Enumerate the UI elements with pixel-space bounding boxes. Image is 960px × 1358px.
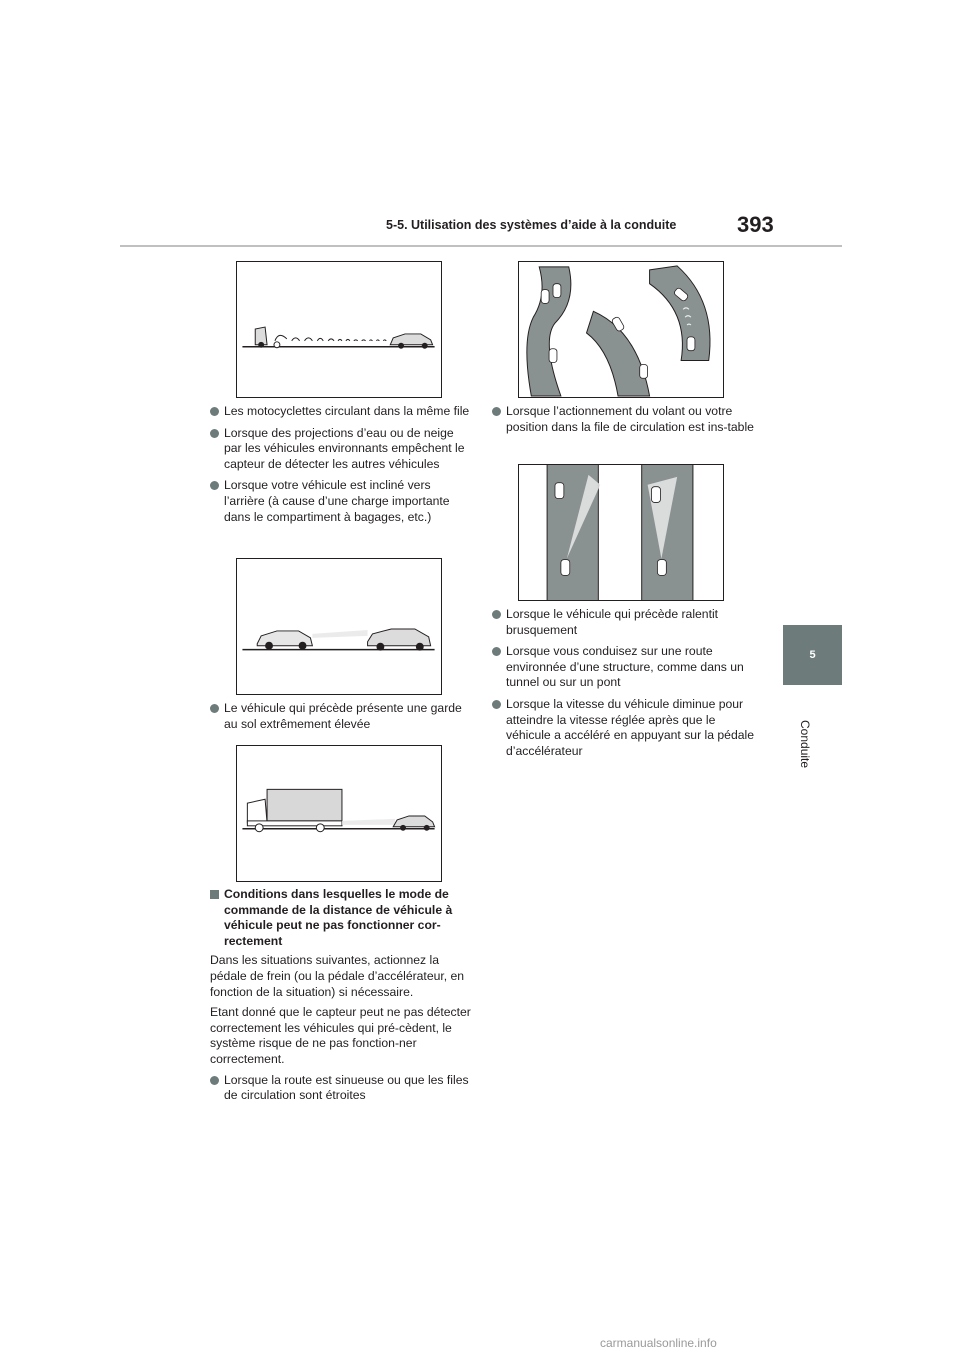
watermark: carmanualsonline.info [600, 1336, 717, 1350]
square-bullet-icon [210, 890, 219, 899]
header-divider [120, 245, 842, 247]
bullet-icon [210, 407, 219, 416]
figure-motorcycle [236, 261, 442, 398]
bullet-icon [210, 704, 219, 713]
chapter-number: 5 [809, 649, 816, 661]
bullet-icon [210, 1076, 219, 1085]
right-bullets-b [492, 607, 754, 765]
chapter-tab[interactable] [783, 625, 842, 685]
paragraph: Etant donné que le capteur peut ne pas détecter correctement les véhicules qui pré-cèdent, le système risque de ne pas fonction-ner correctement. [210, 1005, 471, 1066]
bullet-icon [210, 481, 219, 490]
bullet-icon [492, 407, 501, 416]
list-item: Lorsque votre véhicule est incliné vers l’arrière (à cause d’une charge importante dans le compartiment à bagages, etc.) [210, 478, 472, 525]
figure-lane-position [518, 464, 724, 601]
illustration-truck [237, 746, 441, 881]
conditions-heading: Conditions dans lesquelles le mode de commande de la distance de véhicule à véhicule peut ne pas fonctionner cor-rectement [210, 887, 472, 949]
list-item: Lorsque le véhicule qui précède ralentit brusquement [492, 607, 754, 638]
page-number: 393 [737, 212, 774, 237]
figure-high-clearance [236, 558, 442, 695]
list-item: Le véhicule qui précède présente une garde au sol extrêmement élevée [210, 701, 472, 732]
left-bullets-a [210, 404, 472, 531]
left-conditions [210, 887, 472, 1110]
chapter-name: Conduite [798, 720, 812, 769]
figure-truck [236, 745, 442, 882]
illustration-lane-position [519, 465, 723, 600]
illustration-high-clearance [237, 559, 441, 694]
bullet-icon [492, 647, 501, 656]
list-item: Lorsque la vitesse du véhicule diminue pour atteindre la vitesse réglée après que le véhicule a accéléré en appuyant sur la pédale d’accélérateur [492, 697, 754, 759]
right-bullets-a [492, 404, 754, 441]
bullet-icon [492, 700, 501, 709]
figure-curvy-roads [518, 261, 724, 398]
list-item: Lorsque la route est sinueuse ou que les files de circulation sont étroites [210, 1073, 472, 1104]
list-item: Lorsque l’actionnement du volant ou votre position dans la file de circulation est ins-table [492, 404, 754, 435]
list-item: Lorsque des projections d’eau ou de neige par les véhicules environnants empêchent le capteur de détecter les autres véhicules [210, 426, 472, 473]
illustration-curvy-roads [519, 262, 723, 397]
section-title: 5-5. Utilisation des systèmes d’aide à la conduite [386, 218, 677, 232]
illustration-motorcycle [237, 262, 441, 397]
paragraph: Dans les situations suivantes, actionnez la pédale de frein (ou la pédale d’accélérateur, en fonction de la situation) si nécessaire. [210, 953, 465, 999]
bullet-icon [210, 429, 219, 438]
list-item: Lorsque vous conduisez sur une route environnée d’une structure, comme dans un tunnel ou sur un pont [492, 644, 754, 691]
list-item: Les motocyclettes circulant dans la même file [210, 404, 472, 420]
bullet-icon [492, 610, 501, 619]
left-bullets-b [210, 701, 472, 738]
